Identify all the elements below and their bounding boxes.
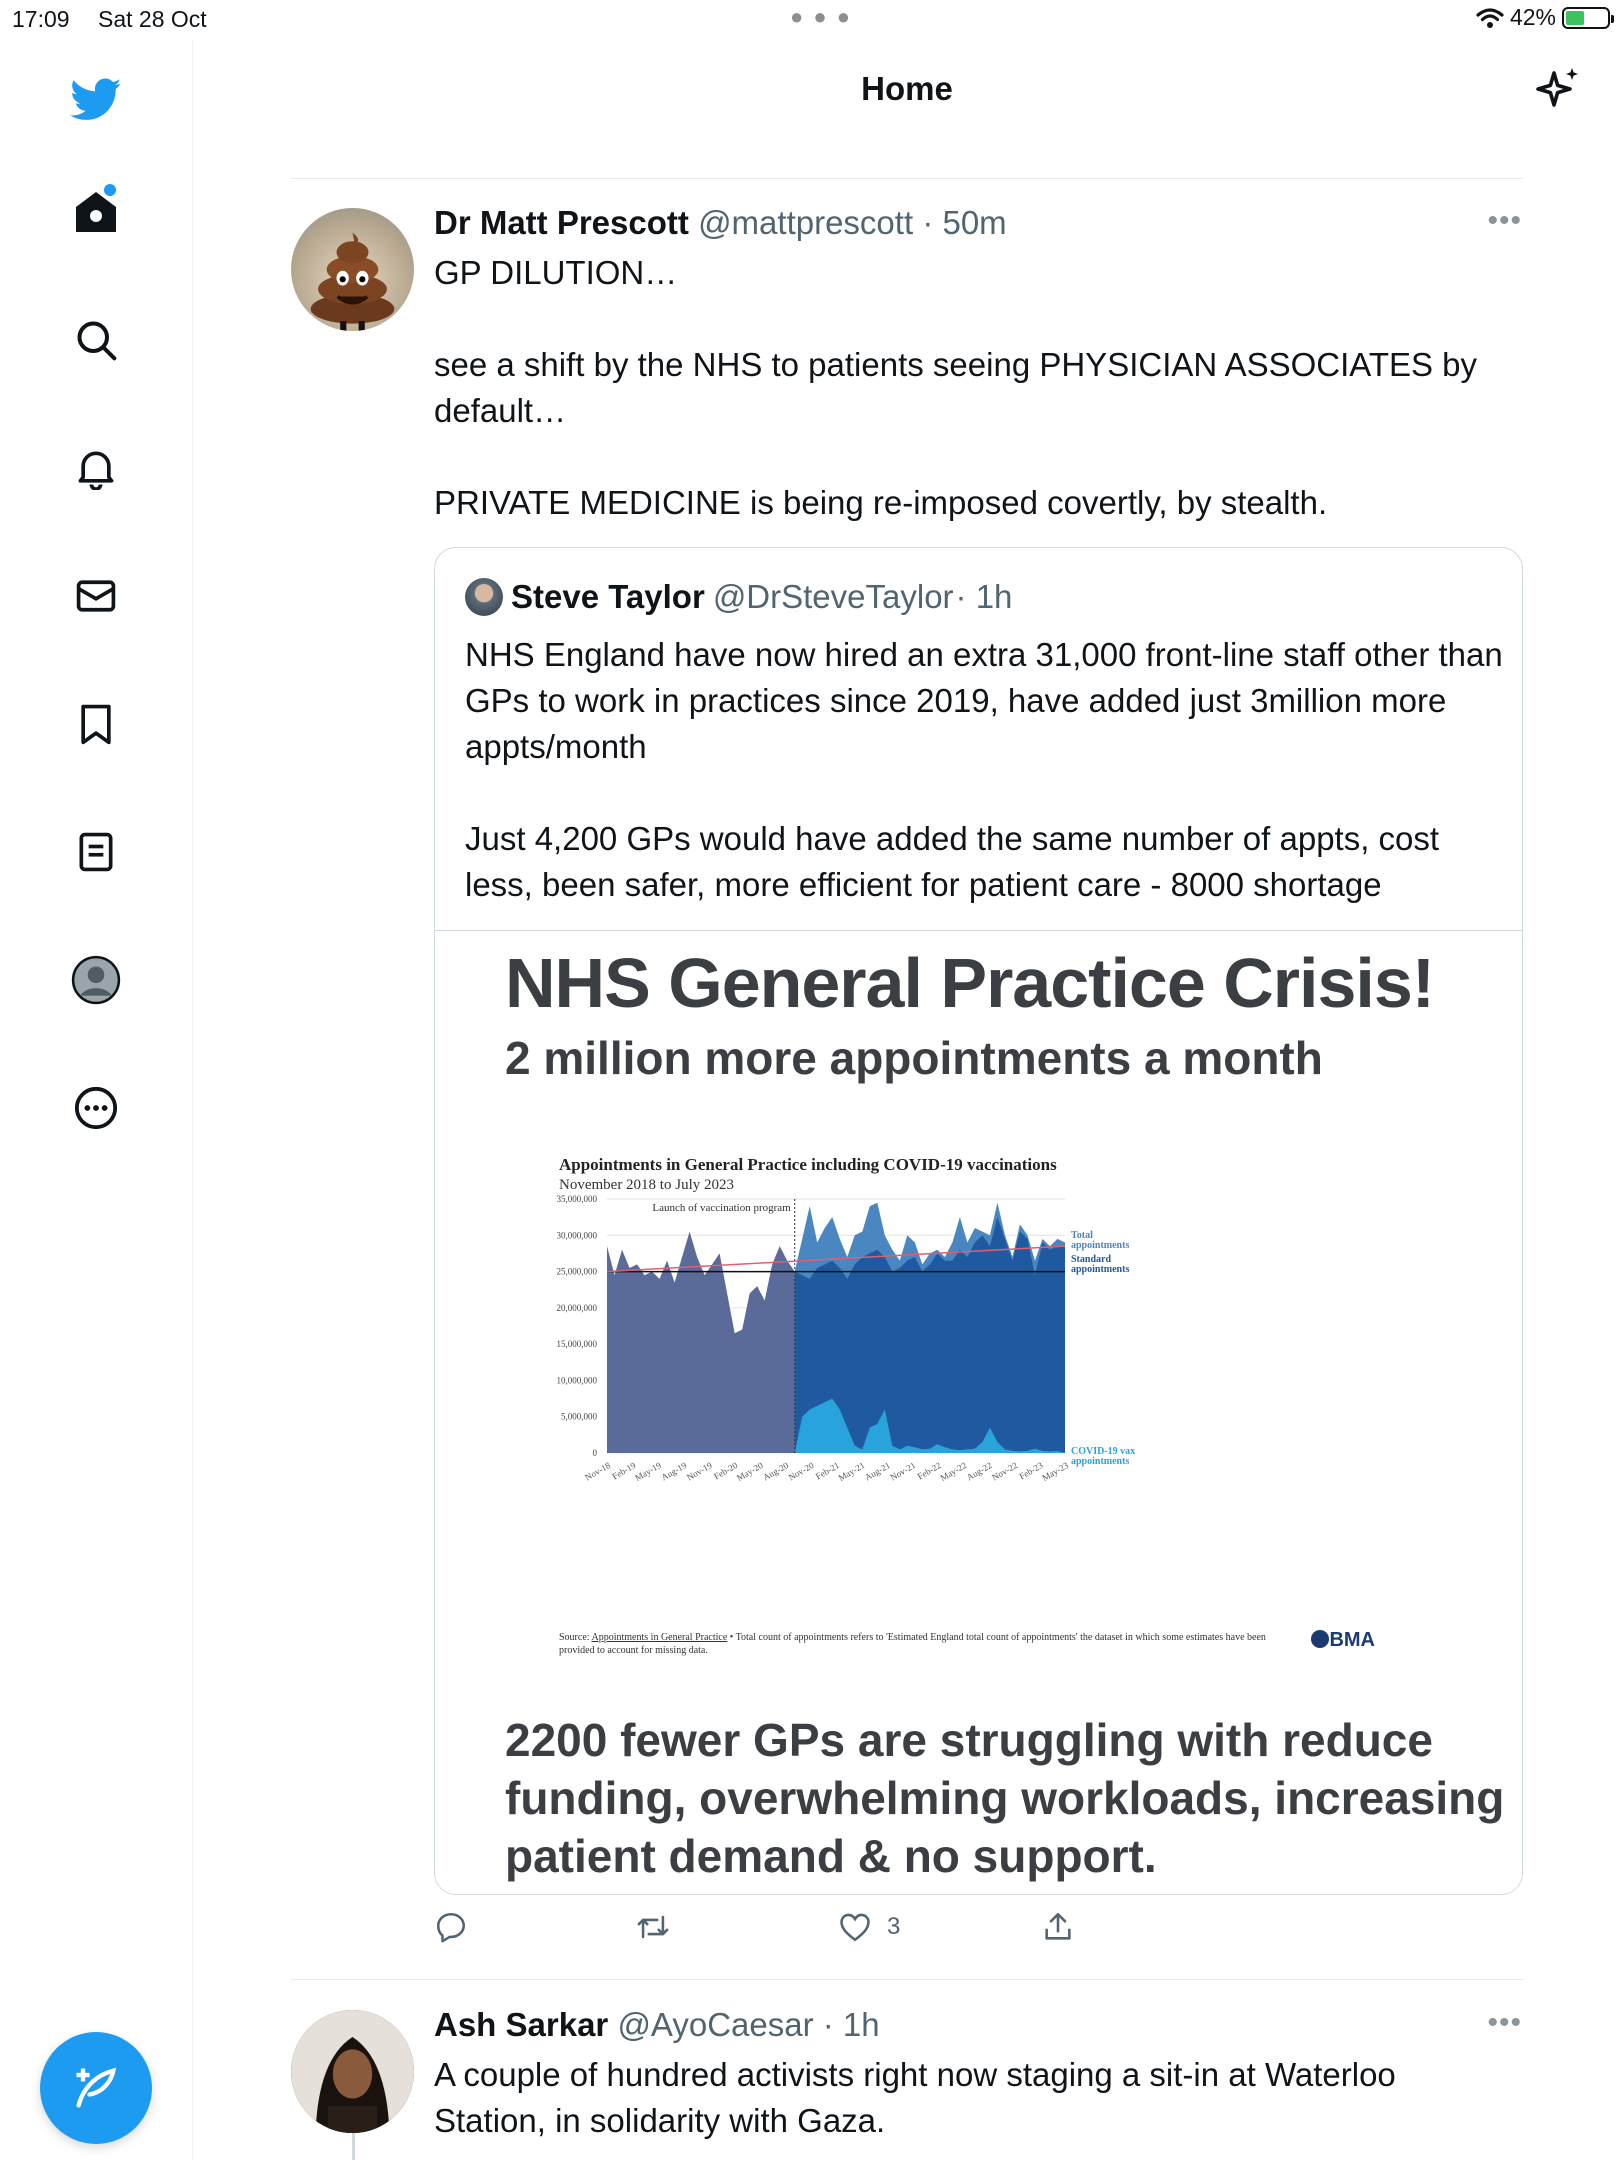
bell-icon[interactable] — [68, 440, 124, 496]
page-title: Home — [861, 70, 953, 107]
author-name[interactable]: Ash Sarkar — [434, 2006, 609, 2043]
header — [194, 40, 1620, 140]
x-tick-label: Nov-20 — [786, 1460, 816, 1483]
x-tick-label: Feb-21 — [813, 1460, 841, 1482]
quoted-author-name: Steve Taylor — [511, 578, 705, 615]
x-tick-label: Feb-19 — [610, 1460, 638, 1482]
x-tick-label: May-22 — [938, 1460, 969, 1483]
more-options-icon[interactable]: ••• — [1487, 2006, 1522, 2039]
x-tick-label: Nov-19 — [684, 1460, 714, 1483]
x-tick-label: Aug-20 — [761, 1460, 791, 1483]
source-text: • Total count of appointments refers to 'Estimated England total count of appointments' the dataset in which some estimates have been provided to account for missing data. — [559, 1632, 1266, 1656]
sparkle-icon[interactable] — [1534, 64, 1582, 119]
retweet-button[interactable] — [634, 1910, 672, 1944]
x-tick-label: Aug-21 — [863, 1460, 892, 1483]
x-tick-label: Feb-22 — [915, 1460, 943, 1482]
tweet-text: A couple of hundred activists right now staging a sit-in at Waterloo Station, in solidarity with Gaza. — [434, 2056, 1396, 2139]
notification-dot — [104, 184, 116, 196]
quoted-tweet-text — [465, 632, 1505, 908]
pre-vaccination-area — [607, 1232, 795, 1453]
sidebar — [0, 40, 193, 2160]
thread-line — [352, 2133, 355, 2160]
legend-standard: Standard — [1071, 1254, 1112, 1265]
quoted-author-handle: @DrSteveTaylor — [712, 578, 954, 615]
chart-svg — [547, 1141, 1385, 1621]
tweet-text-line: PRIVATE MEDICINE is being re-imposed covertly, by stealth. — [434, 484, 1328, 521]
reply-icon — [434, 1910, 468, 1944]
quoted-tweet-time: · 1h — [955, 578, 1013, 615]
heart-icon — [837, 1910, 873, 1944]
profile-icon[interactable] — [68, 952, 124, 1008]
tweet-actions — [434, 1910, 1134, 1960]
x-tick-label: Feb-23 — [1017, 1460, 1045, 1482]
image-title: NHS General Practice Crisis! — [505, 944, 1435, 1022]
multitasking-dots[interactable]: ● ● ● — [790, 4, 853, 29]
share-icon — [1041, 1910, 1075, 1944]
retweet-icon — [634, 1910, 672, 1944]
portrait-image — [291, 2010, 414, 2133]
legend-total: Total — [1071, 1230, 1093, 1241]
battery-percent: 42% — [1509, 4, 1556, 30]
quoted-text-line: NHS England have now hired an extra 31,000 front-line staff other than GPs to work in practices since 2019, have added just 3million more appts/month — [465, 636, 1503, 765]
x-tick-label: May-23 — [1040, 1460, 1070, 1483]
poop-emoji-icon — [291, 208, 414, 331]
list-icon[interactable] — [68, 824, 124, 880]
tweet-time[interactable]: · 50m — [922, 204, 1007, 241]
x-tick-label: Nov-21 — [888, 1460, 918, 1483]
y-tick-label: 20,000,000 — [556, 1302, 597, 1313]
avatar[interactable] — [291, 208, 414, 331]
quoted-tweet[interactable] — [434, 547, 1523, 1895]
wifi-icon — [1476, 7, 1504, 29]
image-bottom-text: 2200 fewer GPs are struggling with reduce funding, overwhelming workloads, increasing patient demand & no support. — [505, 1714, 1505, 1882]
x-tick-label: Nov-22 — [990, 1460, 1020, 1483]
y-tick-label: 25,000,000 — [556, 1266, 597, 1277]
quoted-text-line: Just 4,200 GPs would have added the same number of appts, cost less, been safer, more efficient for patient care - 8000 shortage — [465, 820, 1440, 903]
image-subtitle: 2 million more appointments a month — [505, 1032, 1323, 1084]
twitter-logo-icon[interactable] — [68, 72, 124, 128]
status-date: Sat 28 Oct — [98, 6, 207, 32]
tweet-text — [434, 250, 1514, 526]
like-count: 3 — [887, 1913, 901, 1940]
legend-standard: appointments — [1071, 1264, 1130, 1275]
x-tick-label: Nov-18 — [583, 1460, 612, 1483]
more-icon[interactable] — [68, 1080, 124, 1136]
quoted-tweet-image[interactable] — [435, 930, 1523, 1895]
source-link: Appointments in General Practice — [591, 1632, 728, 1643]
y-tick-label: 30,000,000 — [556, 1230, 597, 1241]
x-tick-label: Aug-22 — [964, 1460, 994, 1483]
quoted-avatar — [465, 578, 503, 616]
x-tick-label: May-21 — [836, 1460, 867, 1483]
x-tick-label: May-19 — [633, 1460, 663, 1483]
more-options-icon[interactable]: ••• — [1487, 204, 1522, 237]
share-button[interactable] — [1041, 1910, 1075, 1944]
tweet-text-line: GP DILUTION… — [434, 254, 678, 291]
chart-container — [547, 1141, 1385, 1671]
status-right — [1476, 4, 1610, 31]
y-tick-label: 0 — [592, 1448, 597, 1458]
y-tick-label: 10,000,000 — [556, 1375, 597, 1386]
home-icon[interactable] — [68, 184, 124, 240]
chart-title: Appointments in General Practice including COVID-19 vaccinations — [559, 1155, 1057, 1174]
source-prefix: Source: — [559, 1632, 590, 1643]
author-name[interactable]: Dr Matt Prescott — [434, 204, 689, 241]
search-icon[interactable] — [68, 312, 124, 368]
tweet-time[interactable]: · 1h — [822, 2006, 880, 2043]
bma-logo-text: BMA — [1329, 1629, 1375, 1651]
bma-logo — [1311, 1629, 1375, 1652]
y-tick-label: 5,000,000 — [561, 1411, 597, 1422]
battery-icon — [1562, 7, 1610, 29]
tweet-divider — [291, 1979, 1523, 1980]
reply-button[interactable] — [434, 1910, 468, 1944]
bookmark-icon[interactable] — [68, 696, 124, 752]
mail-icon[interactable] — [68, 568, 124, 624]
legend-covid: COVID-19 vax — [1071, 1446, 1136, 1457]
x-tick-label: Aug-19 — [659, 1460, 689, 1483]
quoted-tweet-header — [465, 578, 1012, 616]
y-tick-label: 35,000,000 — [556, 1194, 597, 1204]
tweet-divider — [291, 178, 1523, 179]
y-tick-label: 15,000,000 — [556, 1339, 597, 1350]
legend-total: appointments — [1071, 1240, 1130, 1251]
status-time: 17:09 — [12, 6, 70, 32]
tweet-header — [434, 2006, 880, 2044]
annotation-label: Launch of vaccination program — [652, 1202, 791, 1214]
legend-covid: appointments — [1071, 1456, 1130, 1467]
tweet-header — [434, 204, 1007, 242]
status-bar — [0, 0, 1620, 40]
avatar[interactable] — [291, 2010, 414, 2133]
x-tick-label: Feb-20 — [712, 1460, 740, 1482]
author-handle[interactable]: @AyoCaesar — [617, 2006, 814, 2043]
chart-source — [559, 1631, 1279, 1657]
compose-icon — [70, 2062, 122, 2114]
tweet-text-line: see a shift by the NHS to patients seeing PHYSICIAN ASSOCIATES by default… — [434, 346, 1478, 429]
compose-tweet-button[interactable] — [40, 2032, 152, 2144]
author-handle[interactable]: @mattprescott — [698, 204, 914, 241]
x-tick-label: May-20 — [734, 1460, 765, 1483]
chart-subtitle: November 2018 to July 2023 — [559, 1177, 734, 1193]
like-button[interactable] — [837, 1910, 900, 1944]
